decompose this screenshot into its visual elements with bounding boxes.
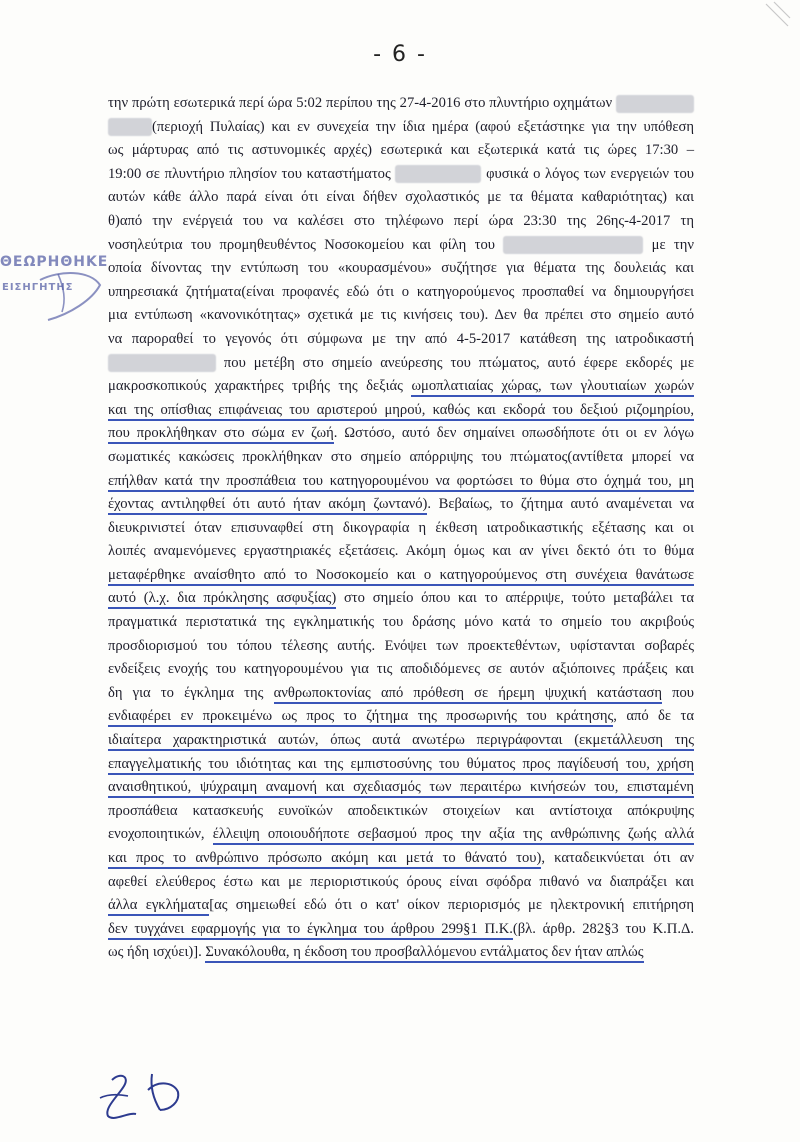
text-line: [108, 753, 694, 777]
underlined-text: μεταφέρθηκε αναίσθητο από το Νοσοκομείο και ο κατηγορούμενος στη συνέχεια θανάτωσε: [108, 567, 694, 586]
underlined-text: αναισθητικού, ψύχραιμη αναμονή και σχεδιασμός των περαιτέρω κινήσεών του, επισταμένη: [108, 779, 694, 798]
text-line: [108, 823, 694, 847]
redacted-name: [395, 165, 481, 183]
text-line: [108, 941, 694, 965]
text-line: [108, 186, 694, 210]
text-run: ως μάρτυρας από τις αστυνομικές αρχές) εσωτερικά και εξωτερικά κατά τις ώρες 17:30 –: [108, 142, 694, 159]
text-line: [108, 116, 694, 140]
text-run: μια εντύπωση «κανονικότητας» σχετικά με τις κινήσεις του). Δεν θα πρέπει στο σημείο αυτό: [108, 307, 694, 324]
text-line: [108, 375, 694, 399]
text-line: [108, 705, 694, 729]
redacted-name: [616, 95, 694, 113]
text-run: (περιοχή Πυλαίας) και εν συνεχεία την ίδια ημέρα (αφού εξετάστηκε για την υπόθεση: [152, 118, 694, 135]
text-run: 19:00 σε πλυντήριο πλησίον του καταστήματος: [108, 165, 396, 182]
text-run: θ)από την ενέργειά του να καλέσει στο τηλέφωνο περί ώρα 23:30 της 26ης-4-2017 τη: [108, 212, 694, 229]
text-line: [108, 611, 694, 635]
underlined-text: και προς το ανθρώπινο πρόσωπο ακόμη και μετά το θάνατό του): [108, 850, 541, 869]
text-run: που μετέβη στο σημείο ανεύρεσης του πτώματος, αυτό έφερε εκδορές με: [216, 354, 694, 371]
text-line: [108, 399, 694, 423]
text-line: [108, 587, 694, 611]
text-line: [108, 139, 694, 163]
text-run: ενδείξεις ενοχής του κατηγορουμένου για τις αποδιδόμενες σε αυτόν αξιόποινες πράξεις και: [108, 661, 694, 678]
text-run: προσπάθεια κατασκευής ευνοϊκών αποδεικτικών στοιχείων και αντίστοιχα απόκρυψης: [108, 802, 694, 819]
page-corner-crease: [762, 0, 792, 30]
text-line: [108, 328, 694, 352]
underlined-text: επαγγελματικής του ιδιότητας και της εμπιστοσύνης του θύματος προς παγίδευσή του, χρήση: [108, 756, 694, 775]
text-line: [108, 446, 694, 470]
text-line: [108, 352, 694, 376]
text-line: [108, 234, 694, 258]
signature-initials: [90, 1060, 200, 1130]
underlined-text: ιδιαίτερα χαρακτηριστικά αυτών, όπως αυτά ανωτέρω περιγράφονται (εκμετάλλευση της: [108, 732, 694, 751]
redacted-name: [108, 118, 152, 136]
text-run: φυσικά ο λόγος των ενεργειών του: [481, 165, 694, 182]
text-run: με την: [643, 236, 694, 253]
document-body: [108, 92, 694, 965]
text-run: αυτών κάθε άλλο παρά είναι ότι είναι δήθεν σχολαστικός με τα θέματα καθαριότητας) και: [108, 189, 694, 206]
text-run: την πρώτη εσωτερικά περί ώρα 5:02 περίπου της 27-4-2016 στο πλυντήριο οχημάτων: [108, 95, 616, 111]
text-line: [108, 847, 694, 871]
text-line: [108, 210, 694, 234]
page-number: - 6 -: [373, 42, 427, 67]
underlined-text: Συνακόλουθα, η έκδοση του προσβαλλόμενου εντάλματος δεν ήταν απλώς: [205, 944, 643, 963]
text-line: [108, 422, 694, 446]
text-line: [108, 281, 694, 305]
text-run: νοσηλεύτρια του προμηθευθέντος Νοσοκομείου και φίλη του: [108, 236, 504, 253]
text-run: [ας σημειωθεί εδώ ότι ο κατ' οίκον περιορισμός με ηλεκτρονική επιτήρηση: [209, 897, 694, 914]
text-run: διευκρινιστεί όταν επισυναφθεί στη δικογραφία η έκθεση ιατροδικαστικής εξέτασης και οι: [108, 519, 694, 536]
text-run: . Ωστόσο, αυτό δεν σημαίνει οπωσδήποτε ότι οι εν λόγω: [333, 425, 695, 442]
stamp-line-1: ΘΕΩΡΗΘΗΚΕ: [0, 254, 109, 270]
text-run: , από δε τα: [613, 708, 694, 725]
text-run: . Βεβαίως, το ζήτημα αυτό αναμένεται να: [427, 496, 694, 513]
text-line: [108, 517, 694, 541]
underlined-text: επήλθαν κατά την προσπάθεια του κατηγορουμένου να φορτώσει το θύμα στο όχημά του, μη: [108, 473, 694, 492]
text-run: ενοχοποιητικών,: [108, 826, 213, 843]
underlined-text: αυτό (λ.χ. δια πρόκλησης ασφυξίας): [108, 590, 336, 609]
underlined-text: που προκλήθηκαν στο σώμα εν ζωή: [108, 425, 334, 444]
underlined-text: έλλειψη οποιουδήποτε σεβασμού προς την αξία της ανθρώπινης ζωής αλλά: [213, 826, 694, 845]
text-line: [108, 163, 694, 187]
text-run: σωματικές κακώσεις προκλήθηκαν στο σημείο απόρριψης του πτώματος(αντίθετα μπορεί να: [108, 448, 694, 465]
text-line: [108, 257, 694, 281]
text-line: [108, 470, 694, 494]
text-run: δη για το έγκλημα της: [108, 684, 274, 701]
text-run: αφεθεί ελεύθερος έστω και με περιοριστικούς όρους είναι σφόδρα πιθανό να διαπράξει και: [108, 873, 694, 890]
text-line: [108, 493, 694, 517]
text-line: [108, 682, 694, 706]
text-line: [108, 658, 694, 682]
text-run: οποία δίνοντας την εντύπωση του «κουρασμένου» συζήτησε για θέματα της δουλειάς και: [108, 260, 694, 277]
underlined-text: έχοντας αντιληφθεί ότι αυτό ήταν ακόμη ζωντανό): [108, 496, 427, 515]
underlined-text: ανθρωποκτονίας από πρόθεση σε ήρεμη ψυχική κατάσταση: [274, 685, 662, 704]
review-stamp: [0, 240, 110, 330]
text-run: μακροσκοπικούς χαρακτήρες τριβής της δεξιάς: [108, 378, 412, 395]
underlined-text: άλλα εγκλήματα: [108, 897, 209, 916]
text-line: [108, 918, 694, 942]
text-line: [108, 871, 694, 895]
underlined-text: ωμοπλατιαίας χώρας, των γλουτιαίων χωρών: [411, 378, 694, 397]
redacted-name: [108, 354, 216, 372]
text-run: ως ήδη ισχύει)].: [108, 944, 206, 961]
text-run: πραγματικά περιστατικά της εγκληματικής του δράσης μόνο κατά το σημείο του ακριβούς: [108, 614, 694, 631]
text-run: , καταδεικνύεται ότι αν: [541, 850, 694, 866]
text-run: λοιπές αναμενόμενες εργαστηριακές εξετάσεις. Ακόμη όμως και αν γίνει δεκτό ότι το θύμα: [108, 543, 694, 560]
redacted-name: [503, 236, 643, 254]
text-run: (βλ. άρθρ. 282§3 του Κ.Π.Δ.: [512, 920, 695, 937]
text-run: να παροραθεί το γεγονός ότι σύμφωνα με την από 4-5-2017 κατάθεση της ιατροδικαστή: [108, 330, 694, 347]
text-run: στο σημείο όπου και το απέρριψε, τούτο μεταβάλει τα: [336, 590, 694, 607]
text-line: [108, 564, 694, 588]
text-line: [108, 776, 694, 800]
text-line: [108, 729, 694, 753]
underlined-text: δεν τυγχάνει εφαρμογής για το έγκλημα του άρθρου 299§1 Π.Κ.: [108, 921, 513, 940]
text-run: υπηρεσιακά ζητήματα(είναι προφανές εδώ ότι ο κατηγορούμενος προσπαθεί να δημιουργήσει: [108, 283, 694, 300]
text-line: [108, 92, 694, 116]
stamp-line-2: ΕΙΣΗΓΗΤΗΣ: [2, 282, 74, 293]
text-line: [108, 635, 694, 659]
text-line: [108, 800, 694, 824]
text-line: [108, 304, 694, 328]
text-run: που: [661, 684, 694, 701]
text-line: [108, 540, 694, 564]
underlined-text: ενδιαφέρει εν προκειμένω ως προς το ζήτημα της προσωρινής του κράτησης: [108, 708, 613, 727]
underlined-text: και της οπίσθιας επιφάνειας του αριστερού μηρού, καθώς και εκδορά του δεξιού ριζομηρίου,: [108, 402, 694, 421]
text-line: [108, 894, 694, 918]
text-run: προσδιορισμού του τόπου τέλεσης αυτής. Ενόψει των προεκτεθέντων, υφίστανται σοβαρές: [108, 637, 694, 654]
